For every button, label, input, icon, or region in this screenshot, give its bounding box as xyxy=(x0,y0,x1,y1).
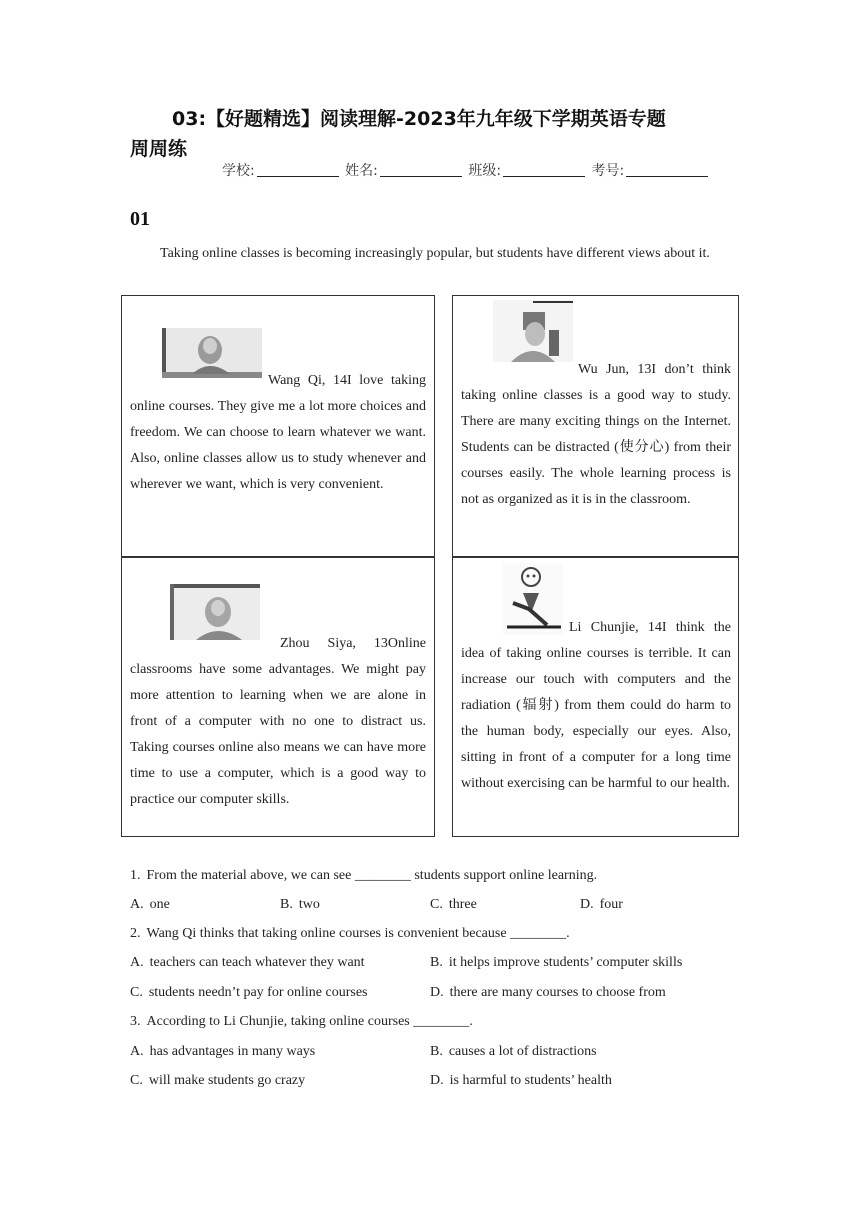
option-text: three xyxy=(448,897,477,912)
section-number: 01 xyxy=(130,208,150,230)
option-letter: D. xyxy=(580,897,594,912)
question-2-stem xyxy=(130,926,570,942)
q2-option-d[interactable] xyxy=(430,985,666,1001)
opinion-box-zhou-siya xyxy=(121,557,435,837)
question-text: According to Li Chunjie, taking online courses ________. xyxy=(146,1014,473,1029)
question-3-stem xyxy=(130,1014,473,1030)
question-1-stem xyxy=(130,868,597,884)
option-text: is harmful to students’ health xyxy=(449,1073,612,1088)
option-text: four xyxy=(599,897,623,912)
opinion-box-li-chunjie xyxy=(452,557,739,837)
q3-option-b[interactable] xyxy=(430,1044,597,1060)
question-number: 3. xyxy=(130,1014,141,1029)
q2-option-a[interactable] xyxy=(130,955,365,971)
title-line-2: 周周练 xyxy=(130,138,188,160)
option-text: it helps improve students’ computer skills xyxy=(448,955,683,970)
title-line-1: 03:【好题精选】阅读理解-2023年九年级下学期英语专题 xyxy=(172,108,666,130)
exam-no-label: 考号: xyxy=(591,163,625,179)
option-text: there are many courses to choose from xyxy=(449,985,666,1000)
opinion-text-zhou-siya: Zhou Siya, 13Online classrooms have some advantages. We might pay more attention to learning when we are alone in front of a computer with no one to distract us. Taking courses online also means we can have more time to use a computer, which is a good way to practice our computer skills. xyxy=(130,636,426,807)
name-label: 姓名: xyxy=(345,163,378,179)
q3-option-a[interactable] xyxy=(130,1044,315,1060)
student-info-line xyxy=(222,160,710,180)
option-text: teachers can teach whatever they want xyxy=(149,955,365,970)
option-letter: D. xyxy=(430,1073,444,1088)
option-letter: C. xyxy=(130,985,143,1000)
q3-option-d[interactable] xyxy=(430,1073,612,1089)
option-letter: D. xyxy=(430,985,444,1000)
q3-option-c[interactable] xyxy=(130,1073,305,1089)
question-text: Wang Qi thinks that taking online courses is convenient because ________. xyxy=(146,926,570,941)
option-text: two xyxy=(298,897,320,912)
opinion-text-wu-jun: Wu Jun, 13I don’t think taking online classes is a good way to study. There are many exciting things on the Internet. Students can be distracted (使分心) from their courses easily. The whole learning process is not as organized as it is in the classroom. xyxy=(461,362,731,507)
name-blank[interactable] xyxy=(380,176,462,177)
option-letter: C. xyxy=(430,897,443,912)
q1-option-c[interactable] xyxy=(430,897,477,913)
option-text: students needn’t pay for online courses xyxy=(148,985,368,1000)
option-letter: B. xyxy=(430,955,443,970)
option-text: one xyxy=(149,897,170,912)
question-number: 1. xyxy=(130,868,141,883)
exam-no-blank[interactable] xyxy=(626,176,708,177)
question-text: From the material above, we can see ________ students support online learning. xyxy=(146,868,598,883)
q1-option-b[interactable] xyxy=(280,897,320,913)
option-letter: A. xyxy=(130,955,144,970)
student-photo-wu-jun xyxy=(493,300,573,362)
opinion-text-li-chunjie: Li Chunjie, 14I think the idea of taking online courses is terrible. It can increase our touch with computers and the radiation (辐射) from them could do harm to the human body, especially our eyes. Also, sitting in front of a computer for a long time without exercising can be harmful to our health. xyxy=(461,620,731,791)
option-letter: B. xyxy=(430,1044,443,1059)
class-blank[interactable] xyxy=(503,176,585,177)
option-text: has advantages in many ways xyxy=(149,1044,316,1059)
q1-option-a[interactable] xyxy=(130,897,170,913)
opinion-box-wang-qi xyxy=(121,295,435,557)
page-title xyxy=(130,104,740,164)
option-text: causes a lot of distractions xyxy=(448,1044,597,1059)
option-text: will make students go crazy xyxy=(148,1073,306,1088)
q1-option-d[interactable] xyxy=(580,897,623,913)
option-letter: C. xyxy=(130,1073,143,1088)
school-blank[interactable] xyxy=(257,176,339,177)
intro-paragraph: Taking online classes is becoming increasingly popular, but students have different views about it. xyxy=(160,246,710,261)
opinion-box-wu-jun xyxy=(452,295,739,557)
q2-option-c[interactable] xyxy=(130,985,367,1001)
class-label: 班级: xyxy=(468,163,502,179)
option-letter: A. xyxy=(130,1044,144,1059)
school-label: 学校: xyxy=(222,163,255,179)
option-letter: A. xyxy=(130,897,144,912)
option-letter: B. xyxy=(280,897,293,912)
opinion-text-wang-qi: Wang Qi, 14I love taking online courses. They give me a lot more choices and freedom. We can choose to learn whatever we want. Also, online classes allow us to study whenever and wherever we want, which is very convenient. xyxy=(130,373,426,492)
q2-option-b[interactable] xyxy=(430,955,682,971)
question-number: 2. xyxy=(130,926,141,941)
